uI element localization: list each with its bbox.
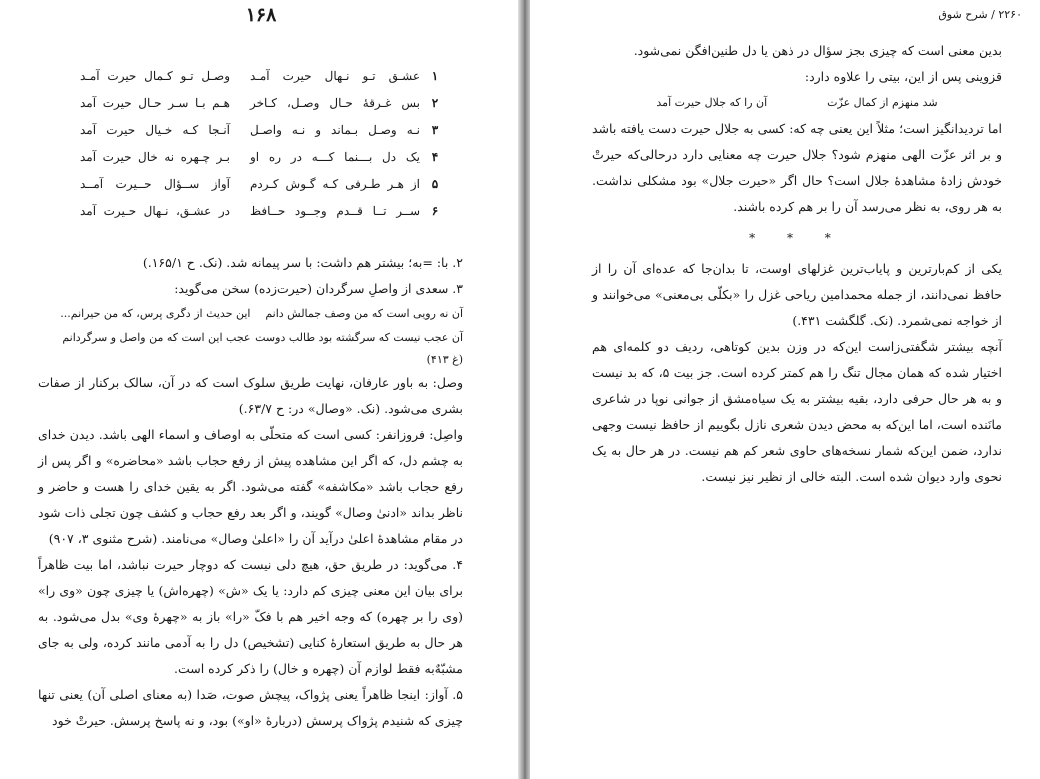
para-3: اما تردیدانگیز است؛ مثلاً این یعنی چه که: کسی به جلال حیرت دست یافته باشد و بر اثر عزّت الهی منهزم شود؟ جلال حیرت چه معنایی دارد درحالی‌که حیرتْ خودش زادهٔ مشاهدهٔ جلال است؟ حال اگر «حیرت جلال» بود مشکلی نداشت. به هر روی، به نظر می‌رسد آن را بر هم کرده باشند. bbox=[592, 121, 1002, 214]
second-hemistich: هـم بـا سـر حـال حیرت آمد bbox=[80, 95, 230, 110]
verse-hemistich: شد منهزم از کمال عزّت bbox=[827, 96, 938, 109]
first-hemistich: از هـر طـرفی کـه گـوش کـردم bbox=[250, 176, 420, 191]
first-hemistich: یک دل بـــنما کـــه در ره او bbox=[250, 149, 420, 164]
commentary-notes bbox=[38, 250, 463, 734]
verse-row bbox=[60, 89, 450, 116]
saadi-hemistich: آن نه رویی است که من وصف جمالش دانم bbox=[265, 307, 463, 320]
saadi-hemistich: این حدیث از دگری پرس، که من حیرانم... bbox=[60, 307, 251, 320]
ghazal-verses bbox=[60, 62, 450, 224]
verse-number: ۱ bbox=[431, 68, 439, 83]
para-1: بدین معنی است که چیزی بجز سؤال در ذهن یا دل طنین‌افگن نمی‌شود. bbox=[633, 43, 1002, 58]
first-hemistich: نـه وصـل بـماند و نـه واصـل bbox=[250, 122, 420, 137]
commentary-text bbox=[592, 38, 1002, 490]
para-2: قزوینی پس از این، بیتی را علاوه دارد: bbox=[804, 69, 1002, 84]
verse-row bbox=[60, 197, 450, 224]
verse-row bbox=[60, 170, 450, 197]
qazvini-verse bbox=[592, 90, 1002, 116]
note-3: ۳. سعدی از واصلِ سرگردان (حیرت‌زده) سخن می‌گوید: bbox=[174, 281, 463, 296]
verse-number: ۳ bbox=[431, 122, 439, 137]
second-hemistich: وصـل تـو کـمال حیرت آمـد bbox=[80, 68, 230, 83]
para-wasil: واصِل: فروزانفر: کسی است که متحلّی به اوصاف و اسماء الهی باشد. دیدن خدای به چشم دل، که اگر این مشاهده پیش از رفع حجاب باشد «محاضره» و اگر پس از رفع حجاب باشد «مکاشفه» گفته می‌شود. اگر به یقین خدای را هست و حاضر و ناظر بداند «ادنیٰ وصال» گویند، و اگر بعد رفع حجاب و کشف چون تجلی ذات شود در مقام مشاهدهٔ اعلیٰ درآید آن را «اعلیٰ وصال» می‌نامند. (شرح مثنوی ۳، ۹۰۷) bbox=[38, 427, 463, 546]
second-hemistich: آواز ســؤال حــیرت آمــد bbox=[80, 176, 230, 191]
verse-hemistich: آن را که جلال حیرت آمد bbox=[656, 96, 768, 109]
second-hemistich: در عشـق، نـهال حـیرت آمد bbox=[80, 203, 230, 218]
right-page bbox=[530, 0, 1040, 779]
page-number: ۱۶۸ bbox=[245, 4, 277, 26]
saadi-reference: (غ ۴۱۳) bbox=[426, 353, 463, 366]
note-2: ۲. با: =به؛ بیشتر هم داشت: با سر پیمانه شد. (نک. ح ۱۶۵/۱.) bbox=[142, 255, 463, 270]
saadi-verse-1 bbox=[38, 302, 463, 326]
verse-number: ۲ bbox=[431, 95, 439, 110]
note-5: ۵. آواز: اینجا ظاهراً یعنی پژواک، پیچش صوت، صَدا (به معنای اصلی آن) یعنی تنها چیزی که شنیدم پژواک پرسش (دربارهٔ «او») بود، و نه پاسخ پرسش. حیرتْ خود bbox=[38, 687, 463, 728]
saadi-verse-2 bbox=[38, 326, 463, 350]
second-hemistich: آنـجا کـه خـیال حیرت آمد bbox=[80, 122, 230, 137]
verse-row bbox=[60, 62, 450, 89]
verse-number: ۵ bbox=[431, 176, 439, 191]
second-hemistich: بـر چـهره نه خال حیرت آمد bbox=[80, 149, 230, 164]
section-divider: * * * bbox=[749, 231, 845, 245]
para-4: یکی از کم‌بارترین و پایاب‌ترین غزلهای اوست، تا بدان‌جا که عده‌ای آن را از حافظ نمی‌دانند، از جمله محمدامین ریاحی غزل را «بکلّی بی‌معنی» می‌خوانند و از خواجه نمی‌شمرد. (نک. گلگشت ۴۳۱.) bbox=[592, 261, 1002, 328]
first-hemistich: بس غـرقهٔ حـال وصـل، کـاخر bbox=[250, 95, 420, 110]
running-head: ۲۲۶۰ / شرح شوق bbox=[938, 8, 1022, 21]
verse-row bbox=[60, 116, 450, 143]
note-4: ۴. می‌گوید: در طریق حق، هیچ دلی نیست که دوچار حیرت نباشد، اما بیت ظاهراً برای بیان این معنی چیزی کم دارد: یا یک «ش» (چهره‌اش) یا چیزی چون «وی را» (وی را بر چهره) که وجه اخیر هم با فکّ «را» باز به «چهرهٔ وی» بدل می‌شود. به هر حال به طریق استعارهٔ کنایی (تشخیص) دل را به آدمی مانند کرده، ولی به جای مشبّهٌ‌به فقط لوازم آن (چهره و خال) را ذکر کرده است. bbox=[38, 557, 463, 676]
para-wasl: وصل: به باور عارفان، نهایت طریق سلوک است که در آن، سالک برکنار از صفات بشری می‌شود. (نک. «وصال» در: ح ۶۳/۷.) bbox=[38, 375, 463, 416]
saadi-hemistich: آن عجب نیست که سرگشته بود طالب دوست bbox=[255, 331, 463, 344]
para-5: آنچه بیشتر شگفتی‌زاست این‌که در وزن بدین کوتاهی، ردیف دو کلمه‌ای هم اختیار شده که همان مجال تنگ را هم کمتر کرده است. جز بیت ۵، که بد نیست و به هر حال حرفی دارد، بقیه بیشتر به یک سیاه‌مشق از جوانی نوپا در شاعری مانَنده است، اما این‌که به محض دیدن شعری نازل بگوییم از حافظ نیست وجهی ندارد، ضمن این‌که شمار نسخه‌های حاوی شعر کم هم نیست. در هر حال به یک نحوی وارد دیوان شده است. البته خالی از نظیر نیز نیست. bbox=[592, 339, 1002, 484]
verse-number: ۶ bbox=[431, 203, 439, 218]
first-hemistich: ســر تــا قــدم وجــود حــافظ bbox=[250, 203, 420, 218]
first-hemistich: عشـق تـو نـهال حیرت آمـد bbox=[250, 68, 420, 83]
verse-row bbox=[60, 143, 450, 170]
saadi-hemistich: عجب این است که من واصل و سرگردانم bbox=[62, 331, 251, 344]
verse-number: ۴ bbox=[431, 149, 439, 164]
